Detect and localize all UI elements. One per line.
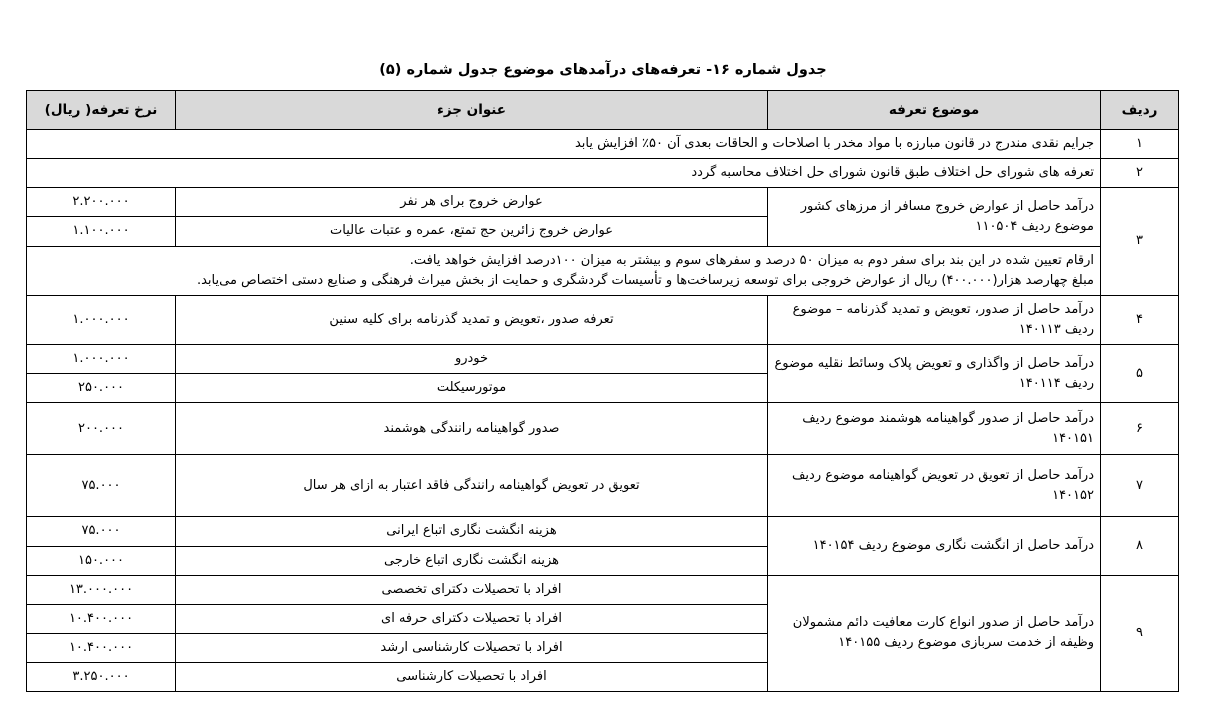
table-body [27,130,1179,692]
row-subject: درآمد حاصل از واگذاری و تعویض پلاک وسائط نقلیه موضوع ردیف ۱۴۰۱۱۴ [768,345,1101,403]
row-rate: ۱۵۰.۰۰۰ [27,546,176,575]
row-subject: درآمد حاصل از عوارض خروج مسافر از مرزهای کشور موضوع ردیف ۱۱۰۵۰۴ [768,188,1101,246]
row-number: ۱ [1101,130,1179,159]
row-item: تعویق در تعویض گواهینامه رانندگی فاقد اعتبار به ازای هر سال [176,455,768,517]
row-number: ۵ [1101,345,1179,403]
row-rate: ۱۰.۴۰۰.۰۰۰ [27,633,176,662]
table-row-note [27,246,1179,295]
row-number: ۹ [1101,575,1179,692]
row-subject: تعرفه های شورای حل اختلاف طبق قانون شورای حل اختلاف محاسبه گردد [27,159,1101,188]
row-rate: ۲۰۰.۰۰۰ [27,403,176,455]
row-number: ۸ [1101,517,1179,575]
column-header-item: عنوان جزء [176,91,768,130]
row-item: هزینه انگشت نگاری اتباع ایرانی [176,517,768,546]
row-item: افراد با تحصیلات دکترای حرفه ای [176,604,768,633]
row-rate: ۱۰.۴۰۰.۰۰۰ [27,604,176,633]
column-header-subject: موضوع تعرفه [768,91,1101,130]
row-rate: ۷۵.۰۰۰ [27,517,176,546]
row-subject: درآمد حاصل از صدور گواهینامه هوشمند موضوع ردیف ۱۴۰۱۵۱ [768,403,1101,455]
row-number: ۴ [1101,295,1179,344]
column-header-rate: نرخ تعرفه( ریال) [27,91,176,130]
table-row [27,517,1179,546]
table-row [27,130,1179,159]
column-header-row: ردیف [1101,91,1179,130]
table-row [27,295,1179,344]
row-item: هزینه انگشت نگاری اتباع خارجی [176,546,768,575]
row-note-line: مبلغ چهارصد هزار(۴۰۰.۰۰۰) ریال از عوارض خروجی برای توسعه زیرساخت‌ها و تأسیسات گردشگری و حمایت از بخش میراث فرهنگی و صنایع دستی اختصاص می‌یابد. [196,272,1094,288]
row-rate: ۱.۰۰۰.۰۰۰ [27,295,176,344]
row-subject: درآمد حاصل از تعویق در تعویض گواهینامه موضوع ردیف ۱۴۰۱۵۲ [768,455,1101,517]
row-rate: ۲۵۰.۰۰۰ [27,374,176,403]
row-number: ۶ [1101,403,1179,455]
row-rate: ۳.۲۵۰.۰۰۰ [27,663,176,692]
row-item: خودرو [176,345,768,374]
table-row [27,188,1179,217]
row-item: عوارض خروج زائرین حج تمتع، عمره و عتبات عالیات [176,217,768,246]
row-rate: ۱.۱۰۰.۰۰۰ [27,217,176,246]
row-rate: ۲.۲۰۰.۰۰۰ [27,188,176,217]
row-item: افراد با تحصیلات کارشناسی [176,663,768,692]
page-title: جدول شماره ۱۶- تعرفه‌های درآمدهای موضوع جدول شماره (۵) [379,62,827,78]
tariff-table [26,90,1179,692]
row-item: عوارض خروج برای هر نفر [176,188,768,217]
table-row [27,455,1179,517]
row-rate: ۱.۰۰۰.۰۰۰ [27,345,176,374]
row-number: ۳ [1101,188,1179,296]
row-subject: جرایم نقدی مندرج در قانون مبارزه با مواد مخدر با اصلاحات و الحاقات بعدی آن ۵۰٪ افزایش یابد [27,130,1101,159]
row-note-line: ارقام تعیین شده در این بند برای سفر دوم به میزان ۵۰ درصد و سفرهای سوم و بیشتر به میزان ۱۰۰درصد افزایش خواهد یافت. [409,252,1094,268]
row-subject: درآمد حاصل از صدور، تعویض و تمدید گذرنامه – موضوع ردیف ۱۴۰۱۱۳ [768,295,1101,344]
row-item: تعرفه صدور ،تعویض و تمدید گذرنامه برای کلیه سنین [176,295,768,344]
table-row [27,403,1179,455]
row-item: افراد با تحصیلات کارشناسی ارشد [176,633,768,662]
row-rate: ۱۳.۰۰۰.۰۰۰ [27,575,176,604]
row-item: صدور گواهینامه رانندگی هوشمند [176,403,768,455]
row-subject: درآمد حاصل از انگشت نگاری موضوع ردیف ۱۴۰۱۵۴ [768,517,1101,575]
row-number: ۲ [1101,159,1179,188]
row-rate: ۷۵.۰۰۰ [27,455,176,517]
row-item: افراد با تحصیلات دکترای تخصصی [176,575,768,604]
table-row [27,159,1179,188]
table-row [27,345,1179,374]
row-note [27,246,1101,295]
table-row [27,575,1179,604]
row-subject: درآمد حاصل از صدور انواع کارت معافیت دائم مشمولان وظیفه از خدمت سربازی موضوع ردیف ۱۴۰۱۵۵ [768,575,1101,692]
table-header [27,91,1179,130]
row-item: موتورسیکلت [176,374,768,403]
table-header-row [27,91,1179,130]
row-number: ۷ [1101,455,1179,517]
